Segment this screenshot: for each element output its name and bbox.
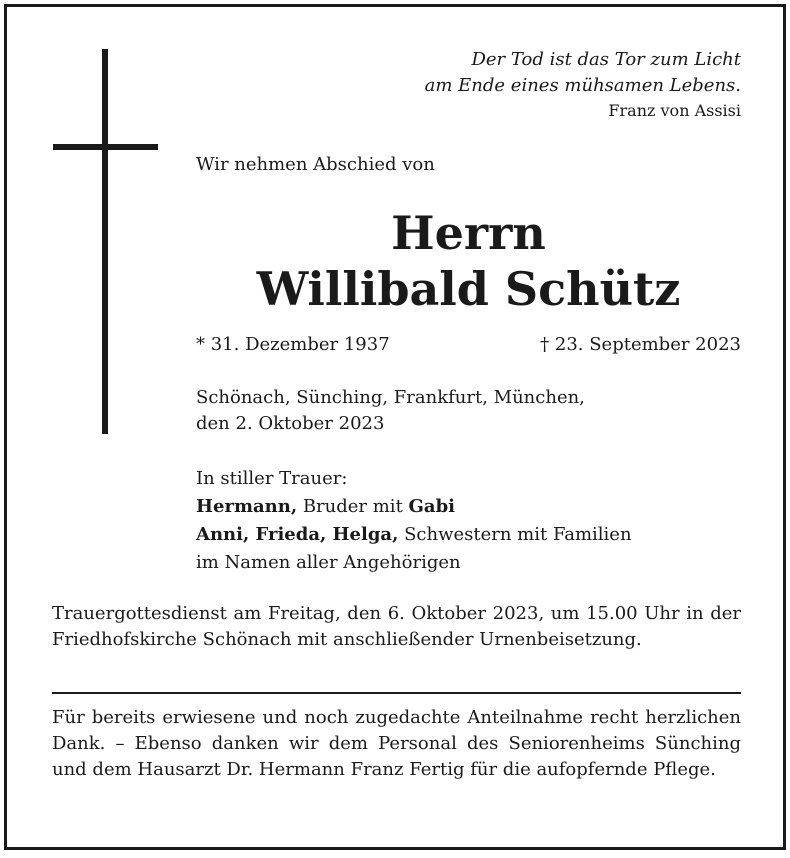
place-line: Schönach, Sünching, Frankfurt, München, [196,387,585,408]
mourners-heading: In stiller Trauer: [196,468,348,489]
quote-block [425,47,741,122]
mourner-name: Hermann, [196,496,298,517]
cross-icon-vertical [102,49,108,434]
salutation: Herrn [391,206,546,260]
date-line: den 2. Oktober 2023 [196,413,385,434]
divider [52,692,741,694]
quote-line-2: am Ende eines mühsamen Lebens. [424,75,741,96]
mourner-relation: Schwestern mit Familien [398,524,632,545]
mourner-row-3: im Namen aller Angehörigen [196,552,461,573]
funeral-service-text: Trauergottesdienst am Freitag, den 6. Oktober 2023, um 15.00 Uhr in der Friedhofskirche Schönach mit anschließender Urnenbeisetzung. [52,603,741,650]
deceased-name [196,205,741,317]
cross-icon-horizontal [53,144,158,150]
thanks-text: Für bereits erwiesene und noch zugedachte Anteilnahme recht herzlichen Dank. – Ebenso danken wir dem Personal des Seniorenheims Sünching und dem Hausarzt Dr. Hermann Franz Fertig für die aufopfernde Pflege. [52,707,741,780]
mourner-name: Gabi [408,496,455,517]
quote-author: Franz von Assisi [608,101,741,120]
mourners-block [196,465,632,577]
quote-line-1: Der Tod ist das Tor zum Licht [471,49,741,70]
full-name: Willibald Schütz [256,262,681,316]
mourner-relation: Bruder mit [297,496,409,517]
obituary-notice [4,4,786,850]
place-date [196,385,585,437]
birth-date: * 31. Dezember 1937 [196,334,390,355]
intro-text: Wir nehmen Abschied von [196,154,435,175]
death-date: † 23. September 2023 [540,334,741,355]
mourner-names: Anni, Frieda, Helga, [196,524,399,545]
mourner-row-2 [196,521,632,549]
mourner-row-1 [196,493,632,521]
life-dates [196,334,741,355]
